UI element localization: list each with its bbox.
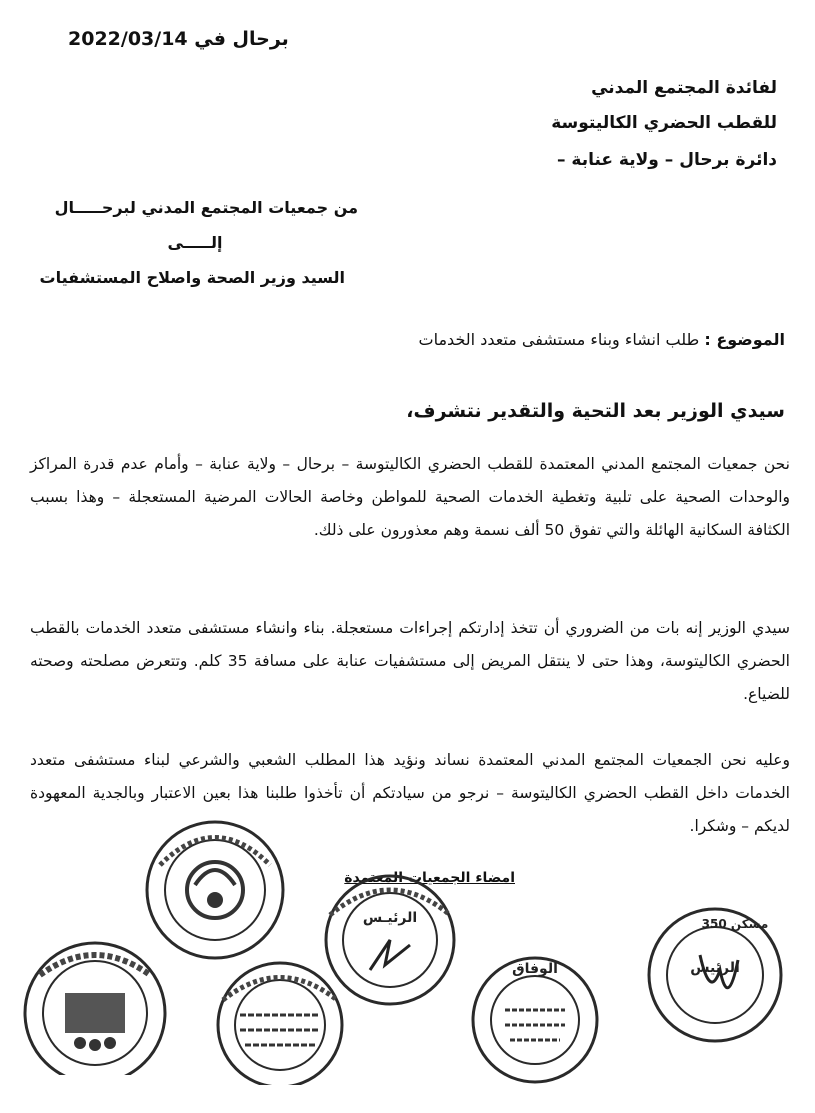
body-paragraph-1: نحن جمعيات المجتمع المدني المعتمدة للقطب الحضري الكاليتوسة – برحال – ولاية عنابة – وأمام عدم قدرة المراكز والوحدات الصحية على تلبية وتغطية الخدمات الصحية للمواطن وخاصة الحالات المرضية المستعجلة – وهذا بسبب الكثافة السكانية الهائلة والتي تفوق 50 ألف نسمة وهم معذورون على ذلك. — [30, 455, 790, 539]
stamp-president — [315, 870, 465, 1010]
stamp-emblem — [140, 815, 290, 965]
stamp-350-word: 350 مسكن — [701, 917, 769, 931]
body-paragraph-2: سيدي الوزير إنه بات من الضروري أن تتخذ إدارتكم إجراءات مستعجلة. بناء وانشاء مستشفى متعدد الخدمات بالقطب الحضري الكاليتوسة، وهذا حتى لا ينتقل المريض إلى مستشفيات عنابة على مسافة 35 كلم. وتتعرض مصلحته وصحته للضياع. — [30, 619, 790, 703]
signature-label: امضاء الجمعيات المعتمدة — [344, 870, 515, 886]
stamp-alwifaq — [455, 945, 615, 1085]
addressee-line-2: للقطب الحضري الكاليتوسة — [551, 113, 777, 133]
stamp-president-word: الرئيـس — [362, 910, 418, 926]
letter-date: برحال في 2022/03/14 — [68, 28, 289, 50]
stamp-350 — [640, 900, 790, 1050]
stamp-350-title: الرئيس — [690, 960, 740, 976]
stamp-alwifaq-word: الوفاق — [512, 961, 558, 977]
subject-label: الموضوع : — [704, 330, 785, 349]
greeting: سيدي الوزير بعد التحية والتقدير نتشرف، — [406, 400, 785, 422]
sender-line-2: إلـــــى — [167, 233, 223, 252]
subject-line — [419, 330, 785, 349]
addressee-line-1: لفائدة المجتمع المدني — [591, 78, 777, 98]
sender-line-3: السيد وزير الصحة واصلاح المستشفيات — [39, 268, 345, 287]
addressee-line-3: دائرة برحال – ولاية عنابة – — [556, 150, 777, 170]
subject-text: طلب انشاء وبناء مستشفى متعدد الخدمات — [418, 330, 700, 349]
body-paragraph-3: وعليه نحن الجمعيات المجتمع المدني المعتمدة نساند ونؤيد هذا المطلب الشعبي والشرعي لبناء مستشفى متعدد الخدمات داخل القطب الحضري الكاليتوسة – نرجو من سيادتكم أن تأخذوا طلبنا هذا بعين الاعتبار وبالجدية المعهودة لديكم – وشكرا. — [30, 751, 790, 835]
sender-line-1: من جمعيات المجتمع المدني لبرحـــــال — [54, 198, 358, 217]
